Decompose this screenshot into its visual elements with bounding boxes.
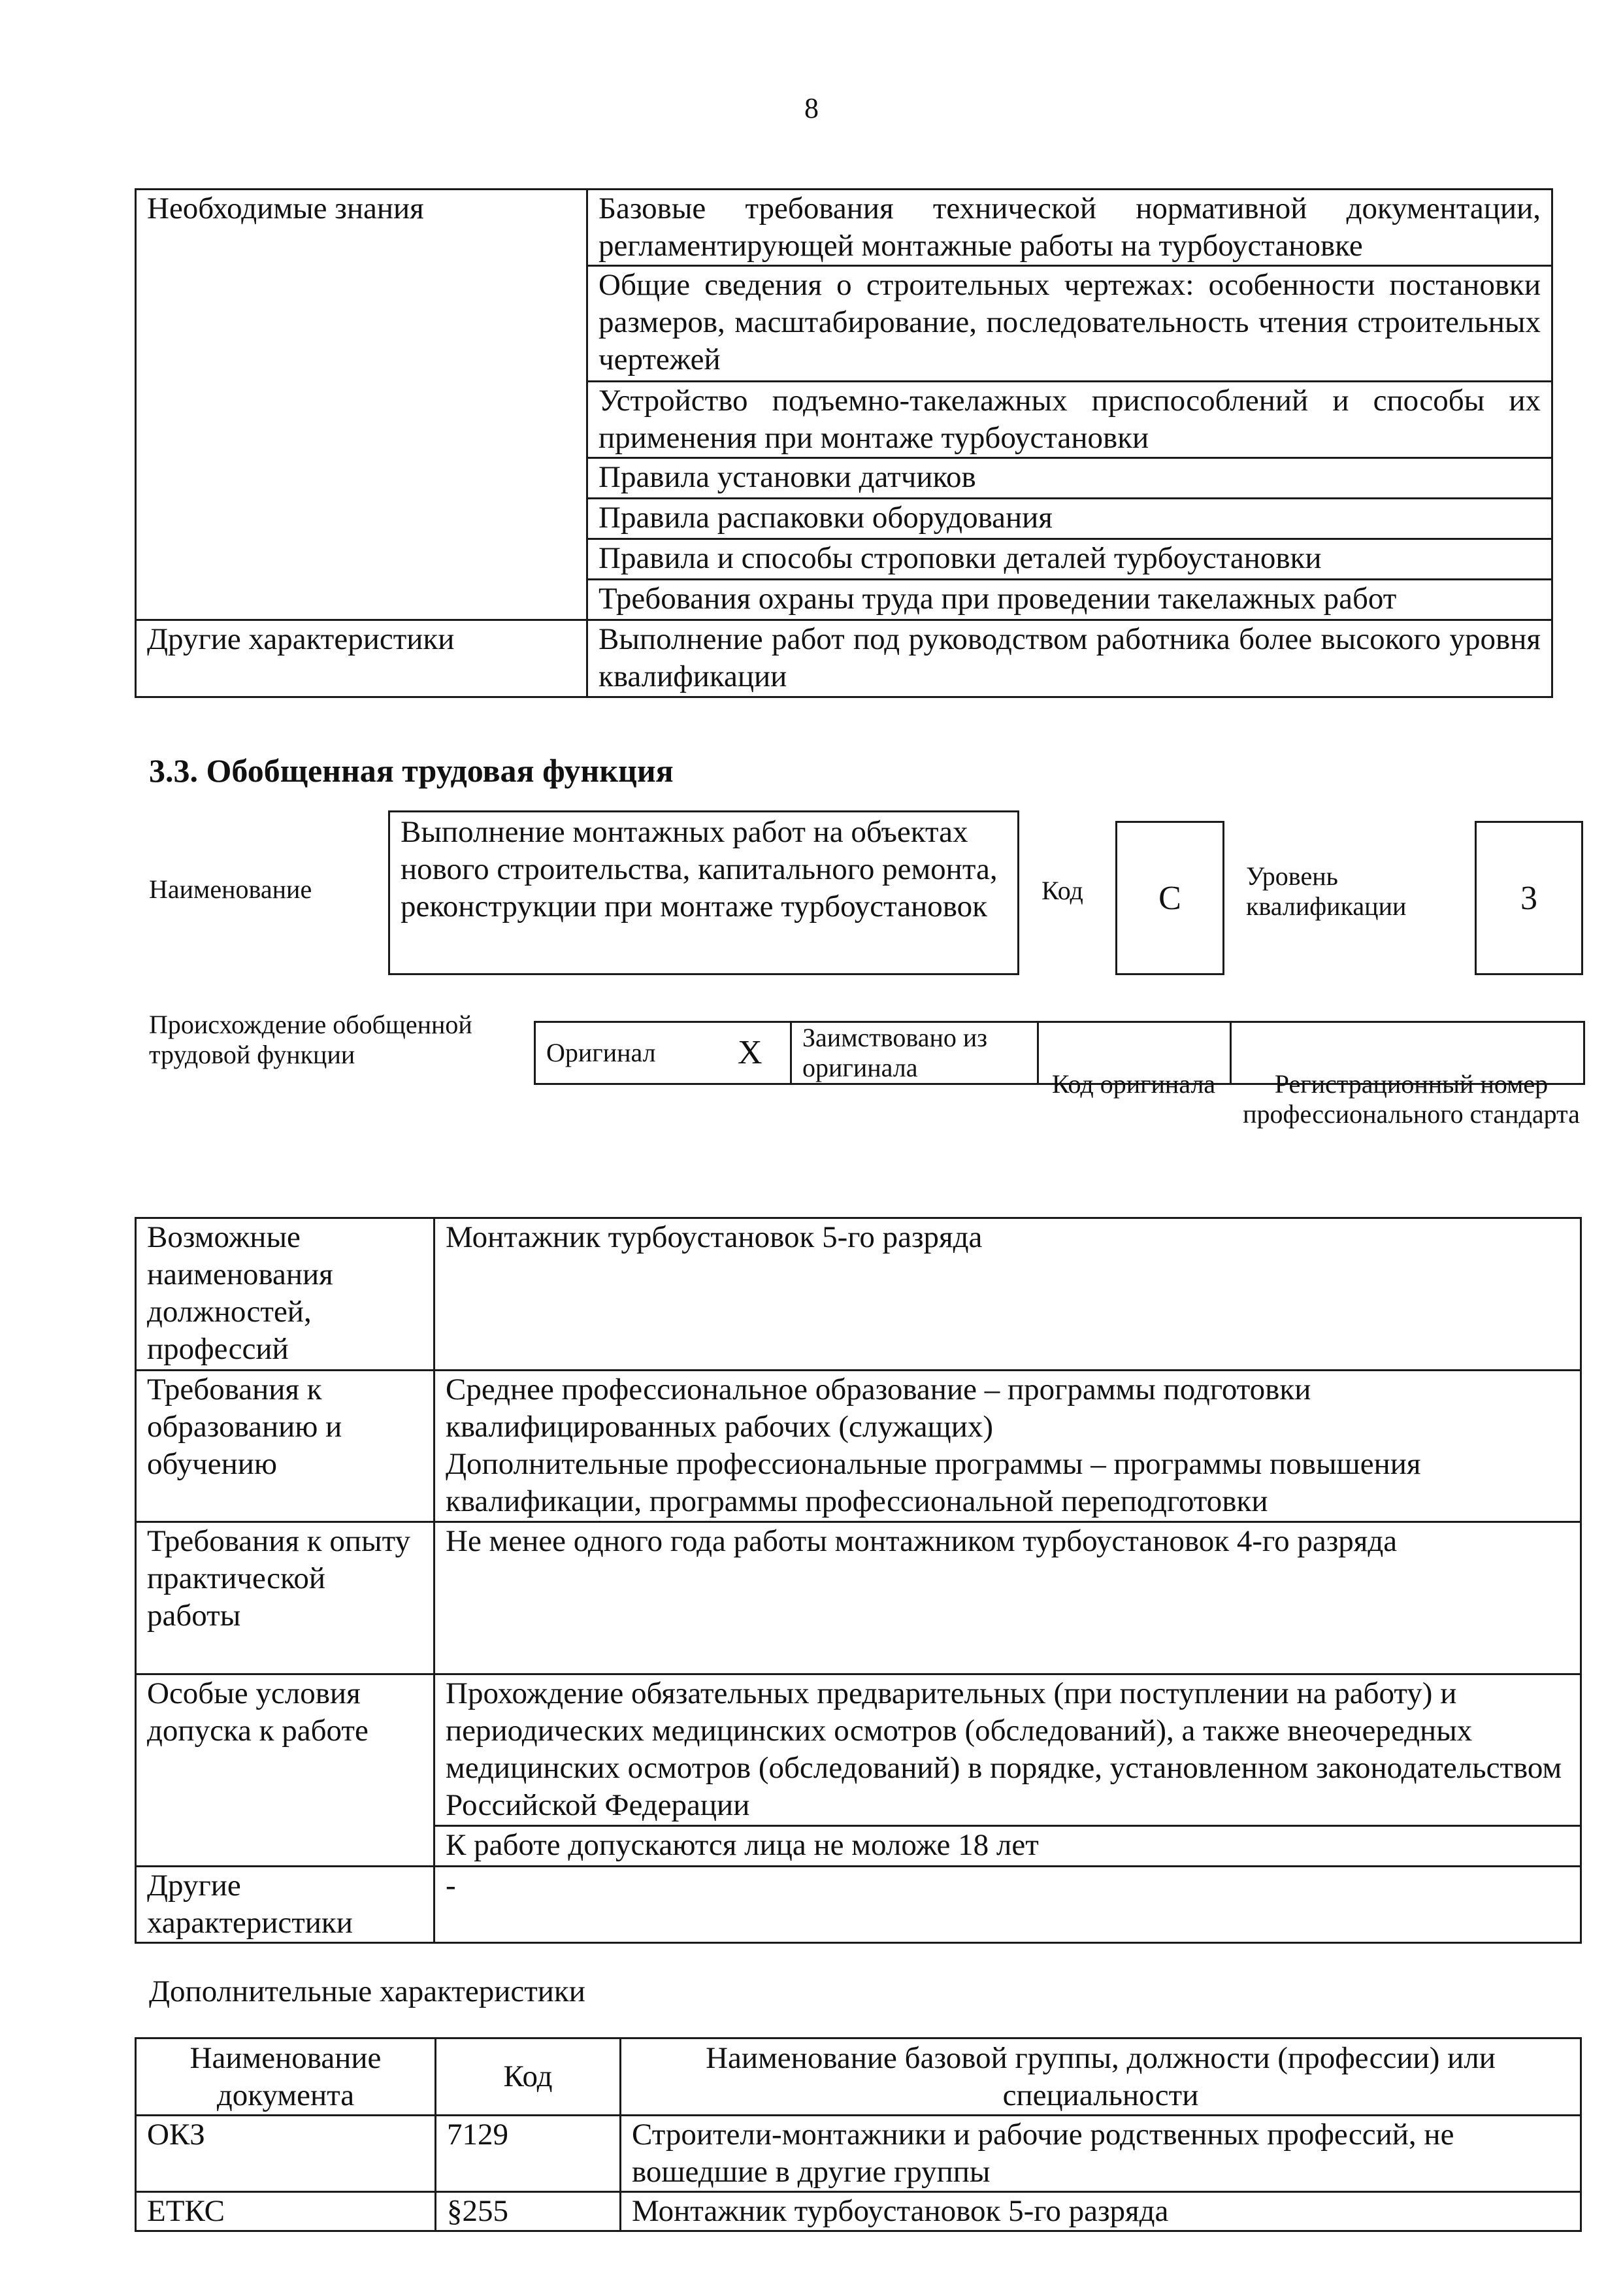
level-label: Уровень квалификации [1246,861,1407,921]
reg-caption: Регистрационный номер профессионального стандарта [1243,1069,1580,1129]
table-cell: Монтажник турбоустановок 5-го разряда [621,2192,1581,2231]
table-row-label: Необходимые знания [136,190,587,620]
requirements-table [135,1217,1582,1944]
table-cell: Строители-монтажники и рабочие родственных профессий, не вошедшие в другие группы [621,2116,1581,2192]
table-row-value: Прохождение обязательных предварительных (при поступлении на работу) и периодических медицинских осмотров (обследований), а также внеочередных медицинских осмотров (обследований) в порядке, установленном законодательством Российской Федерации [434,1674,1581,1826]
table-header: Наименование базовой группы, должности (профессии) или специальности [621,2038,1581,2116]
additional-title: Дополнительные характеристики [149,1974,585,2008]
original-label: Оригинал [535,1022,710,1084]
table-row-value: Монтажник турбоустановок 5-го разряда [434,1218,1581,1371]
level-value-box: 3 [1475,821,1583,975]
table-row-label: Возможные наименования должностей, профессий [136,1218,434,1371]
knowledge-item: Правила установки датчиков [587,458,1552,499]
knowledge-item: Общие сведения о строительных чертежах: особенности постановки размеров, масштабирование, последовательность чтения строительных чертежей [587,266,1552,382]
table-row-label: Другие характеристики [136,620,587,697]
table-row-value: Среднее профессиональное образование – программы подготовки квалифицированных рабочих (служащих) Дополнительные профессиональные программы – программы повышения квалификации, программы профессиональной переподготовки [434,1371,1581,1522]
name-label: Наименование [149,874,312,904]
table-row-label: Требования к образованию и обучению [136,1371,434,1522]
table-cell: 7129 [436,2116,621,2192]
section-title: 3.3. Обобщенная трудовая функция [149,752,674,789]
origin-label: Происхождение обобщенной трудовой функции [149,1010,472,1069]
knowledge-item: Устройство подъемно-такелажных приспособлений и способы их применения при монтаже турбоустановки [587,382,1552,458]
code-label: Код [1041,876,1083,905]
table-cell: ЕТКС [136,2192,436,2231]
table-header: Код [436,2038,621,2116]
function-name-box: Выполнение монтажных работ на объектах нового строительства, капитального ремонта, реконструкции при монтаже турбоустановок [388,810,1019,975]
knowledge-item: Базовые требования технической нормативной документации, регламентирующей монтажные работы на турбоустановке [587,190,1552,266]
code-caption: Код оригинала [1051,1069,1216,1099]
code-value-box: С [1115,821,1224,975]
table-cell: ОКЗ [136,2116,436,2192]
borrowed-label: Заимствовано из оригинала [791,1022,1038,1084]
additional-table [135,2037,1582,2232]
table-header: Наименование документа [136,2038,436,2116]
knowledge-item: Правила распаковки оборудования [587,499,1552,539]
table-row-label: Требования к опыту практической работы [136,1522,434,1674]
table-row-label: Особые условия допуска к работе [136,1674,434,1867]
table-cell: §255 [436,2192,621,2231]
knowledge-item: Требования охраны труда при проведении такелажных работ [587,580,1552,620]
page-number: 8 [804,92,819,124]
knowledge-item: Правила и способы строповки деталей турбоустановки [587,539,1552,580]
knowledge-table [135,188,1553,698]
table-row-label: Другие характеристики [136,1867,434,1943]
table-row-value: - [434,1867,1581,1943]
original-mark: X [710,1022,791,1084]
table-row-value: К работе допускаются лица не моложе 18 лет [434,1826,1581,1867]
table-row-value: Не менее одного года работы монтажником турбоустановок 4-го разряда [434,1522,1581,1674]
other-characteristics-value: Выполнение работ под руководством работника более высокого уровня квалификации [587,620,1552,697]
